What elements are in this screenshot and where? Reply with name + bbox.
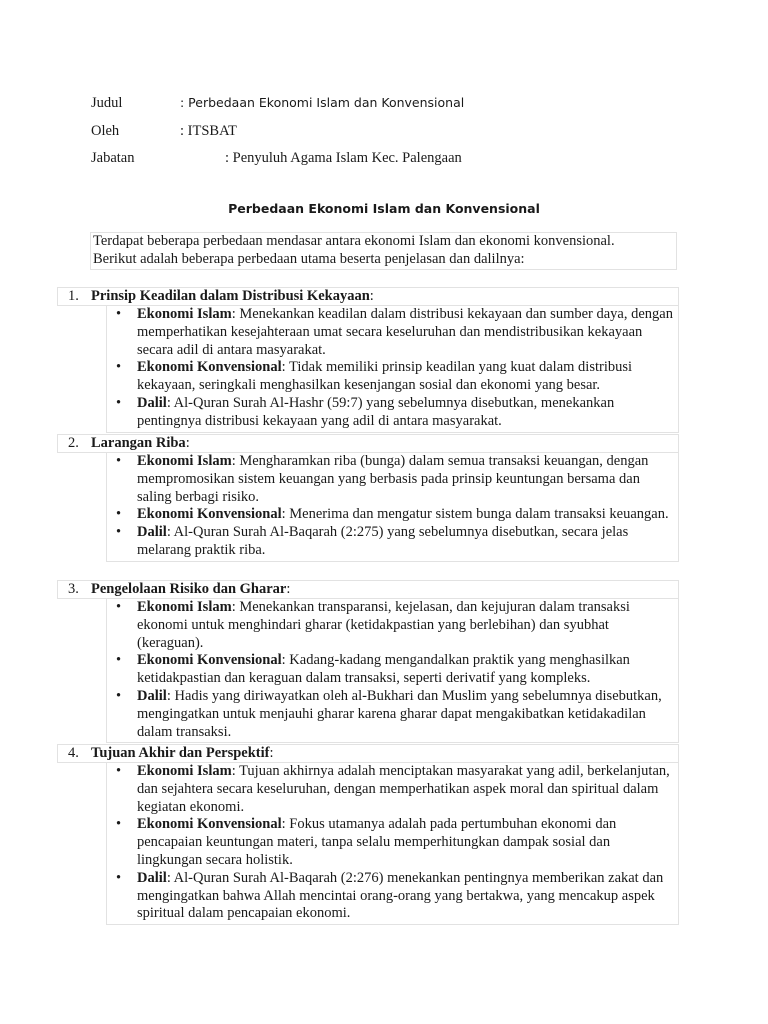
section-body bbox=[106, 453, 679, 562]
item-label: Dalil bbox=[137, 687, 167, 704]
oleh-label: Oleh bbox=[91, 123, 120, 139]
bullet-icon: • bbox=[116, 359, 122, 376]
item-label: Ekonomi Islam bbox=[137, 599, 232, 615]
section-heading bbox=[57, 434, 679, 453]
item-text: : Menerima dan mengatur sistem bunga dalam transaksi keuangan. bbox=[281, 506, 669, 523]
oleh-value: : ITSBAT bbox=[180, 123, 237, 139]
item-label: Ekonomi Islam bbox=[137, 306, 232, 322]
list-item bbox=[107, 306, 674, 359]
bullet-icon: • bbox=[116, 394, 122, 411]
bullet-icon: • bbox=[116, 816, 122, 833]
section-title-suffix: : bbox=[185, 435, 190, 451]
list-item bbox=[107, 453, 674, 506]
document-title: Perbedaan Ekonomi Islam dan Konvensional bbox=[228, 201, 540, 216]
item-label: Ekonomi Islam bbox=[137, 453, 232, 469]
item-label: Ekonomi Konvensional bbox=[137, 652, 282, 669]
item-text: : Tujuan akhirnya adalah menciptakan masyarakat yang adil, berkelanjutan, dan sejahtera secara keseluruhan, dengan memperhatikan aspek moral dan spiritual dalam kegiatan ekonomi. bbox=[137, 763, 670, 815]
item-text: : Hadis yang diriwayatkan oleh al-Bukhari dan Muslim yang sebelumnya disebutkan, mengingatkan untuk menjauhi gharar karena gharar dapat mengakibatkan ketidakadilan dalam transaksi. bbox=[137, 687, 662, 740]
intro-line-2: Berikut adalah beberapa perbedaan utama beserta penjelasan dan dalilnya: bbox=[93, 250, 525, 267]
item-label: Dalil bbox=[137, 869, 167, 886]
bullet-icon: • bbox=[116, 506, 122, 523]
item-text: : Al-Quran Surah Al-Hashr (59:7) yang sebelumnya disebutkan, menekankan pentingnya distribusi kekayaan yang adil di antara masyarakat. bbox=[137, 394, 615, 429]
bullet-icon: • bbox=[116, 763, 122, 779]
section-heading bbox=[57, 287, 679, 306]
section-number: 1. bbox=[68, 288, 79, 304]
section-title bbox=[91, 435, 190, 452]
section-title-text: Prinsip Keadilan dalam Distribusi Kekayaan bbox=[91, 288, 370, 304]
bullet-icon: • bbox=[116, 524, 122, 541]
list-item bbox=[107, 763, 674, 816]
list-item bbox=[107, 816, 674, 869]
list-item bbox=[107, 506, 674, 524]
bullet-icon: • bbox=[116, 306, 122, 322]
bullet-icon: • bbox=[116, 599, 122, 615]
list-item bbox=[107, 599, 674, 652]
item-text: : Tidak memiliki prinsip keadilan yang kuat dalam distribusi kekayaan, seringkali menghasilkan kesenjangan sosial dan ekonomi yang besar. bbox=[137, 359, 633, 394]
section-number: 4. bbox=[68, 745, 79, 761]
list-item bbox=[107, 395, 674, 431]
section-3 bbox=[57, 580, 679, 743]
list-item bbox=[107, 870, 674, 923]
section-title-text: Larangan Riba bbox=[91, 435, 186, 451]
section-4 bbox=[57, 744, 679, 925]
item-label: Ekonomi Islam bbox=[137, 763, 232, 779]
item-text: : Kadang-kadang mengandalkan praktik yang menghasilkan ketidakpastian dan keraguan dalam transaksi, seperti derivatif yang kompleks. bbox=[137, 652, 630, 687]
jabatan-label: Jabatan bbox=[91, 150, 135, 166]
intro-paragraph bbox=[90, 232, 677, 270]
section-title-suffix: : bbox=[269, 745, 274, 761]
section-title-suffix: : bbox=[369, 288, 374, 304]
section-title bbox=[91, 288, 374, 305]
section-body bbox=[106, 306, 679, 433]
bullet-icon: • bbox=[116, 869, 122, 886]
section-title bbox=[91, 581, 290, 598]
item-text: : Al-Quran Surah Al-Baqarah (2:276) menekankan pentingnya memberikan zakat dan mengingatkan bahwa Allah mencintai orang-orang yang bertakwa, yang mencakup aspek spiritual dalam pencapaian ekonomi. bbox=[137, 869, 664, 922]
item-text: : Menekankan keadilan dalam distribusi kekayaan dan sumber daya, dengan memperhatikan kesejahteraan umat secara keseluruhan dan mendistribusikan kekayaan secara adil di antara masyarakat. bbox=[137, 306, 673, 358]
section-number: 2. bbox=[68, 435, 79, 451]
item-label: Dalil bbox=[137, 524, 167, 541]
bullet-icon: • bbox=[116, 687, 122, 704]
item-text: : Menekankan transparansi, kejelasan, dan kejujuran dalam transaksi ekonomi untuk menghindari gharar (ketidakpastian yang berlebihan) dan syubhat (keraguan). bbox=[137, 599, 630, 651]
list-item bbox=[107, 652, 674, 688]
list-item bbox=[107, 359, 674, 395]
judul-label: Judul bbox=[91, 95, 123, 111]
section-number: 3. bbox=[68, 581, 79, 597]
section-title-suffix: : bbox=[286, 581, 291, 597]
section-heading bbox=[57, 744, 679, 763]
section-title bbox=[91, 745, 274, 762]
section-body bbox=[106, 599, 679, 743]
item-label: Dalil bbox=[137, 394, 167, 411]
section-2 bbox=[57, 434, 679, 562]
jabatan-value: : Penyuluh Agama Islam Kec. Palengaan bbox=[225, 150, 462, 166]
item-label: Ekonomi Konvensional bbox=[137, 359, 282, 376]
bullet-icon: • bbox=[116, 652, 122, 669]
section-title-text: Tujuan Akhir dan Perspektif bbox=[91, 745, 270, 761]
section-heading bbox=[57, 580, 679, 599]
intro-line-1: Terdapat beberapa perbedaan mendasar antara ekonomi Islam dan ekonomi konvensional. bbox=[93, 233, 615, 249]
item-text: : Fokus utamanya adalah pada pertumbuhan ekonomi dan pencapaian keuntungan materi, tanpa selalu memperhitungkan dampak sosial dan lingkungan secara holistik. bbox=[137, 816, 617, 868]
item-text: : Al-Quran Surah Al-Baqarah (2:275) yang sebelumnya disebutkan, secara jelas melarang praktik riba. bbox=[137, 524, 629, 558]
section-body bbox=[106, 763, 679, 925]
list-item bbox=[107, 688, 674, 741]
item-label: Ekonomi Konvensional bbox=[137, 506, 282, 523]
list-item bbox=[107, 524, 674, 560]
section-title-text: Pengelolaan Risiko dan Gharar bbox=[91, 581, 287, 597]
judul-value: : Perbedaan Ekonomi Islam dan Konvensional bbox=[180, 95, 465, 110]
bullet-icon: • bbox=[116, 453, 122, 469]
item-text: : Mengharamkan riba (bunga) dalam semua transaksi keuangan, dengan mempromosikan sistem keuangan yang berbasis pada prinsip keuntungan bersama dan saling berbagi risiko. bbox=[137, 453, 649, 505]
section-1 bbox=[57, 287, 679, 433]
item-label: Ekonomi Konvensional bbox=[137, 816, 282, 833]
